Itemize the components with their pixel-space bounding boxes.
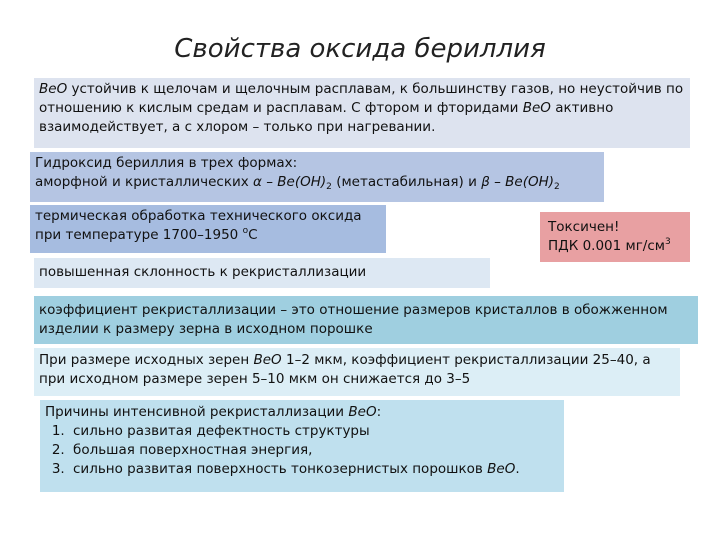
thermal-treatment-block: термическая обработка технического оксида при температуре 1700–1950 $^o$С (30, 205, 386, 253)
recrystallization-causes-block (40, 400, 564, 492)
slide-title: Свойства оксида бериллия (174, 34, 546, 64)
list-item: 2. большая поверхностная энергия, (69, 441, 559, 460)
recrystallization-tendency-block: повышенная склонность к рекристаллизации (34, 258, 490, 288)
beryllium-hydroxide-block (30, 152, 604, 202)
causes-heading: Причины интенсивной рекристаллизации BeO: (45, 404, 382, 420)
hydroxide-line-2: аморфной и кристаллических α – $Be(OH)_2$ (метастабильная) и β – $Be(OH)_2$ (35, 174, 560, 192)
beo-stability-block: BeO устойчив к щелочам и щелочным расплавам, к большинству газов, но неустойчив по отношению к кислым средам и расплавам. С фтором и фторидами BeO активно взаимодействует, а с хлором – только при нагревании. (34, 78, 690, 148)
toxicity-warning: Токсичен! (548, 219, 620, 235)
list-item: 1. сильно развитая дефектность структуры (69, 422, 559, 441)
hydroxide-line-1: Гидроксид бериллия в трех формах: (35, 155, 298, 171)
toxicity-block (540, 212, 690, 262)
list-item: 3. сильно развитая поверхность тонкозернистых порошков BeO. (69, 460, 559, 479)
mac-value: ПДК 0.001 $мг/см^3$ (548, 237, 671, 254)
grain-size-block: При размере исходных зерен BeO 1–2 мкм, коэффициент рекристаллизации 25–40, а при исходном размере зерен 5–10 мкм он снижается до 3–5 (34, 348, 680, 396)
causes-list (45, 422, 559, 479)
recrystallization-coefficient-block: коэффициент рекристаллизации – это отношение размеров кристаллов в обожженном изделии к размеру зерна в исходном порошке (34, 296, 698, 344)
